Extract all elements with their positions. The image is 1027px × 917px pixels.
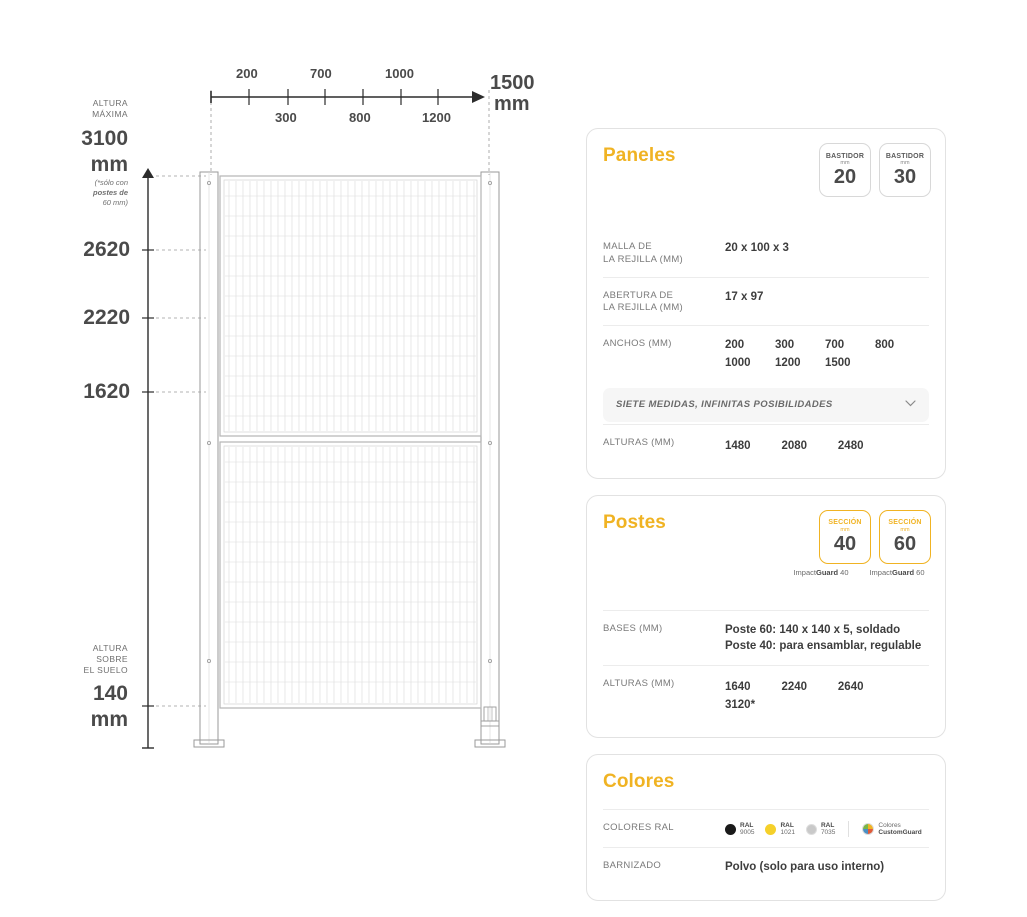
badge-seccion-40-value: 40 [833,533,857,556]
badge-bastidor-30 [879,143,931,197]
top-dim-1000: 1000 [385,66,414,81]
height-tick-1620: 1620 [83,380,130,403]
max-height-caption-line1: ALTURA [92,98,128,108]
max-height-value: 3100 [81,127,128,150]
badge-bastidor-20-value: 20 [833,166,857,189]
badge-seccion-40 [819,510,871,564]
height-tick-2220: 2220 [83,306,130,329]
swatch-ral-7035-text [821,822,835,837]
swatch-custom-bold2: Guard [902,829,922,837]
swatch-ral-9005-line2: 9005 [740,829,755,837]
ancho-700: 700 [825,339,845,352]
badge-bastidor-20-label: BASTIDOR [825,152,865,160]
max-height-note-2: postes de [92,188,128,197]
row-bases-line1: Poste 60: 140 x 140 x 5, soldado [725,623,901,636]
max-height-unit: mm [90,153,128,176]
row-malla-label-line1: MALLA DE [603,241,652,252]
ancho-800: 800 [875,339,895,352]
row-bases-line2: Poste 40: para ensamblar, regulable [725,640,922,653]
top-dim-300: 300 [275,110,297,125]
swatch-ral-1021 [765,822,794,837]
max-height-caption-line2: MÁXIMA [92,109,128,119]
swatch-custom-bold: Custom [878,829,903,837]
caption-60-post: 60 [914,567,925,577]
row-bases [603,610,929,665]
row-alturas-paneles [603,424,929,464]
color-swatch-list [725,821,922,837]
swatch-custom-text [878,822,921,837]
swatch-dot-yellow-icon [765,824,776,835]
row-anchos-values [725,337,925,372]
spec-cards-column [586,128,946,917]
row-alturas-postes [603,665,929,723]
ground-caption-line2: SOBRE [96,654,128,664]
ground-caption-line3: EL SUELO [83,665,128,675]
row-malla-value: 20 x 100 x 3 [725,242,789,254]
row-alturas-paneles-label: ALTURAS (MM) [603,436,675,448]
badge-seccion-60-value: 60 [893,533,917,556]
swatch-ral-9005-line1: RAL [740,821,754,829]
caption-40-post: 40 [838,567,849,577]
badge-seccion-60 [879,510,931,564]
badge-seccion-40-unit: mm [840,527,850,534]
postes-badges [819,510,931,564]
top-dim-200: 200 [236,66,258,81]
altura-panel-1480: 1480 [725,439,751,452]
row-barnizado [603,847,929,886]
row-bases-label: BASES (MM) [603,622,663,634]
swatch-ral-7035-line1: RAL [820,821,835,829]
max-height-note-3: 60 mm) [102,198,128,207]
badge-seccion-60-label: SECCIÓN [888,519,922,527]
swatch-ral-7035-line2: 7035 [820,829,836,837]
altura-poste-3120: 3120* [725,699,756,712]
ancho-1500: 1500 [825,356,851,369]
swatch-custom-line1: Colores [878,821,901,829]
top-dim-700: 700 [310,66,332,81]
ancho-1200: 1200 [775,356,801,369]
badge-caption-impactguard-60 [863,568,931,577]
card-postes-title: Postes [603,511,666,533]
badge-bastidor-20 [819,143,871,197]
badge-caption-impactguard-40 [787,568,855,577]
swatch-ral-1021-text [780,822,794,837]
caption-60-bold: Guard [891,567,915,577]
card-postes [586,495,946,738]
swatch-dot-black-icon [725,824,736,835]
swatch-divider [848,821,849,837]
card-paneles [586,128,946,479]
badge-seccion-60-unit: mm [900,527,910,534]
card-paneles-title: Paneles [603,145,676,166]
ancho-300: 300 [775,339,795,352]
accordion-medidas-label: SIETE MEDIDAS, INFINITAS POSIBILIDADES [616,399,833,411]
swatch-ral-7035 [806,822,835,837]
top-dim-1200: 1200 [422,110,451,125]
swatch-custom-guard [862,822,921,837]
altura-poste-2640: 2640 [837,681,864,694]
row-abertura-value: 17 x 97 [725,290,764,303]
row-malla-label [603,240,725,267]
badge-seccion-40-label: SECCIÓN [828,519,862,527]
ancho-1000: 1000 [725,356,751,369]
accordion-medidas[interactable] [603,388,929,422]
badge-bastidor-30-label: BASTIDOR [885,152,925,160]
card-colores [586,754,946,901]
row-abertura-label-line1: ABERTURA DE [603,289,674,301]
altura-panel-2080: 2080 [781,439,808,452]
row-anchos-label: ANCHOS (MM) [603,338,672,350]
top-dim-800: 800 [349,110,371,125]
swatch-dot-custom-icon [862,823,874,835]
ground-unit: mm [90,708,128,731]
fence-dimension-diagram [0,0,575,815]
chevron-down-icon[interactable] [905,399,916,410]
row-colores-ral-label: COLORES RAL [603,822,674,834]
caption-60-pre: Impact [869,567,892,577]
paneles-badges [819,143,931,197]
height-tick-2620: 2620 [83,238,130,261]
row-barnizado-value: Polvo (solo para uso interno) [725,861,885,874]
altura-poste-1640: 1640 [725,681,751,694]
swatch-ral-1021-line2: 1021 [780,829,795,837]
ancho-200: 200 [725,339,745,352]
row-malla [603,229,929,277]
max-width-unit: mm [494,93,530,115]
max-height-note-1: (*sólo con [94,178,128,187]
row-anchos [603,325,929,382]
altura-panel-2480: 2480 [837,439,864,452]
row-barnizado-label: BARNIZADO [603,860,662,872]
row-bases-value [725,622,921,655]
swatch-ral-1021-line1: RAL [780,821,794,829]
row-alturas-paneles-values [725,436,890,454]
row-abertura-label [603,289,725,316]
badge-bastidor-30-unit: mm [900,160,910,167]
row-abertura-label-line2: LA REJILLA (MM) [603,302,683,314]
badge-bastidor-20-unit: mm [840,160,850,167]
swatch-ral-9005-text [740,822,754,837]
card-colores-title: Colores [603,771,675,793]
swatch-ral-9005 [725,822,754,837]
swatch-dot-grey-icon [806,824,817,835]
altura-poste-2240: 2240 [781,681,808,694]
max-width-value: 1500 [490,72,535,94]
row-abertura [603,277,929,326]
caption-40-pre: Impact [793,567,816,577]
caption-40-bold: Guard [815,567,839,577]
row-malla-label-line2: LA REJILLA (MM) [603,253,683,265]
badge-bastidor-30-value: 30 [893,166,917,189]
ground-caption-line1: ALTURA [92,643,128,653]
ground-value: 140 [92,682,128,705]
postes-badge-captions [787,568,931,577]
row-alturas-postes-label: ALTURAS (MM) [603,678,675,690]
row-alturas-postes-values [725,677,929,713]
